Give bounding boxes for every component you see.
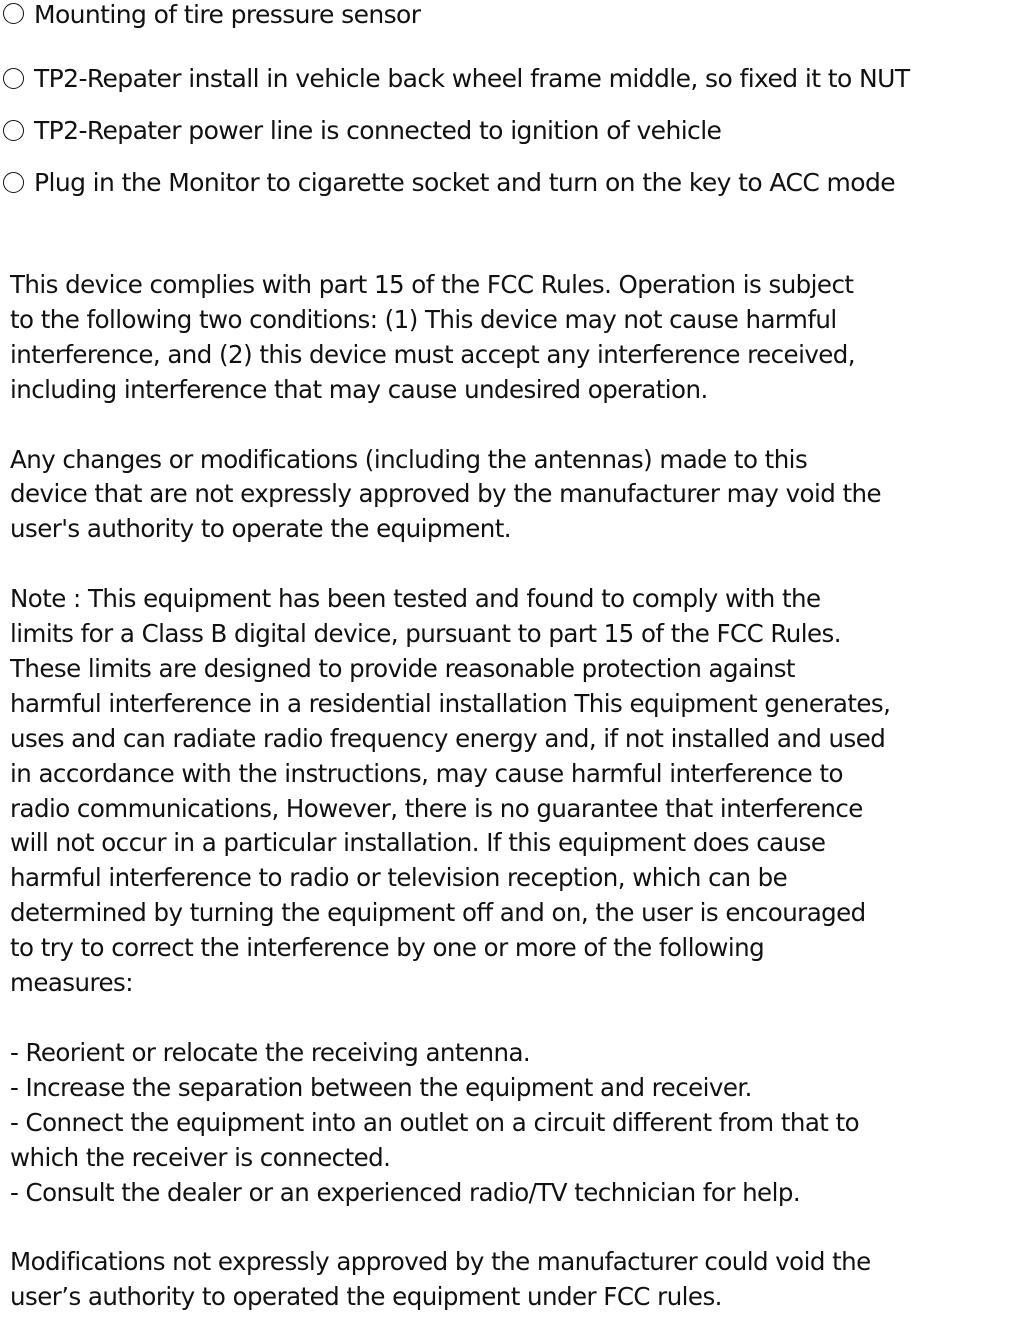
install-step xyxy=(0,52,1020,104)
measure-item: - Consult the dealer or an experienced radio/TV technician for help. xyxy=(10,1177,801,1207)
install-step-text: Mounting of tire pressure sensor xyxy=(34,0,421,29)
install-step xyxy=(0,0,1020,28)
measure-item: - Increase the separation between the equipment and receiver. xyxy=(10,1072,752,1102)
install-step xyxy=(0,104,1020,156)
install-steps-list xyxy=(0,0,1020,208)
circle-bullet-icon xyxy=(3,68,24,89)
circle-bullet-icon xyxy=(3,3,24,24)
circle-bullet-icon xyxy=(3,120,24,141)
fcc-modifications-warning: Modifications not expressly approved by the manufacturer could void the user’s authority to operated the equipment under FCC rules. xyxy=(10,1247,871,1312)
fcc-measures-list xyxy=(10,1036,1015,1211)
fcc-notice xyxy=(10,268,1015,1315)
install-step xyxy=(0,156,1020,208)
fcc-changes-warning: Any changes or modifications (including the antennas) made to this device that are not expressly approved by the manufacturer may void the user's authority to operate the equipment. xyxy=(10,444,882,544)
fcc-class-b-note: Note : This equipment has been tested and found to comply with the limits for a Class B digital device, pursuant to part 15 of the FCC Rules. These limits are designed to provide reasonable protection against harmful interference in a residential installation This equipment generates, uses and can radiate radio frequency energy and, if not installed and used in accordance with the instructions, may cause harmful interference to radio communications, However, there is no guarantee that interference will not occur in a particular installation. If this equipment does cause harmful interference to radio or television reception, which can be determined by turning the equipment off and on, the user is encouraged to try to correct the interference by one or more of the following measures: xyxy=(10,584,891,998)
measure-item: - Connect the equipment into an outlet on a circuit different from that to which the receiver is connected. xyxy=(10,1107,860,1172)
install-step-text: Plug in the Monitor to cigarette socket and turn on the key to ACC mode xyxy=(34,167,896,197)
fcc-compliance-statement: This device complies with part 15 of the FCC Rules. Operation is subject to the following two conditions: (1) This device may not cause harmful interference, and (2) this device must accept any interference received, including interference that may cause undesired operation. xyxy=(10,270,856,404)
install-step-text: TP2-Repater install in vehicle back wheel frame middle, so fixed it to NUT xyxy=(34,63,910,93)
circle-bullet-icon xyxy=(3,172,24,193)
install-step-text: TP2-Repater power line is connected to ignition of vehicle xyxy=(34,115,722,145)
measure-item: - Reorient or relocate the receiving antenna. xyxy=(10,1037,531,1067)
